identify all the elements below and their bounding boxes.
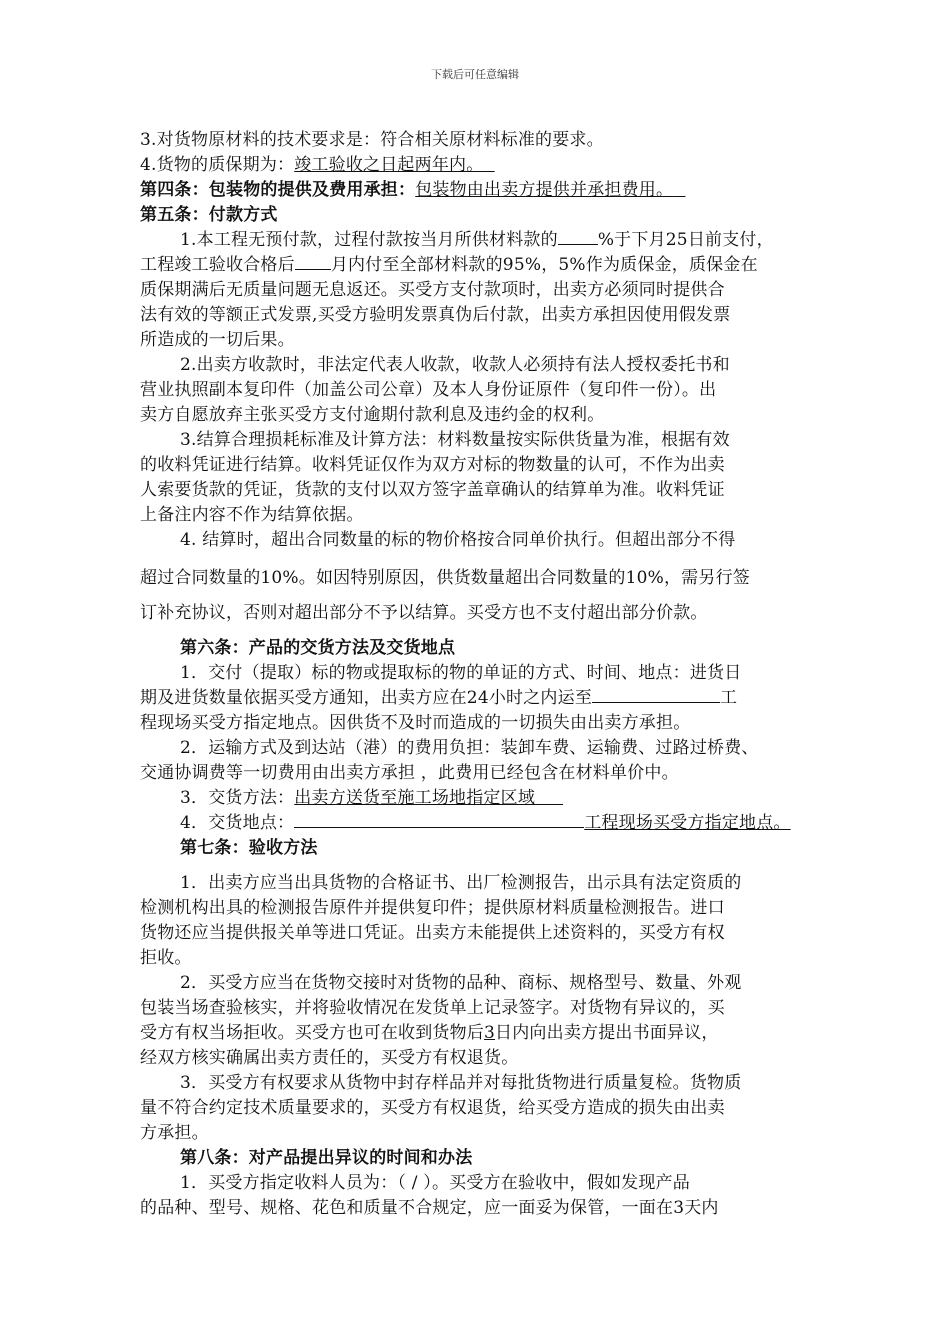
recheck-line-1: 3．买受方有权要求从货物中封存样品并对每批货物进行质量复检。货物质 <box>180 1073 742 1093</box>
warranty-period: 竣工验收之日起两年内。 <box>294 155 484 175</box>
objection-line-1: 1．买受方指定收料人员为：（ / ）。买受方在验收中，假如发现产品 <box>180 1173 690 1193</box>
inspection-line-2: 检测机构出具的检测报告原件并提供复印件；提供原材料质量检测报告。进口 <box>140 898 725 918</box>
inspection-line-4: 拒收。 <box>140 948 192 968</box>
inspection-line-3: 货物还应当提供报关单等进口凭证。出卖方未能提供上述资料的，买受方有权 <box>140 923 725 943</box>
settlement-line-3: 人索要货款的凭证，货款的支付以双方签字盖章确认的结算单为准。收料凭证 <box>140 480 725 500</box>
settlement-line-1: 3.结算合理损耗标准及计算方法：材料数量按实际供货量为准，根据有效 <box>180 430 730 450</box>
acceptance-line-4: 经双方核实确属出卖方责任的，买受方有权退货。 <box>140 1048 519 1068</box>
place-blank <box>294 811 584 828</box>
payment-line-3: 质保期满后无质量问题无息返还。买受方支付款项时，出卖方必须同时提供合 <box>140 280 725 300</box>
payee-line-2: 营业执照副本复印件（加盖公司公章）及本人身份证原件（复印件一份）。出 <box>140 380 717 400</box>
percent-blank <box>558 228 598 245</box>
article-4-heading: 第四条：包装物的提供及费用承担：包装物由出卖方提供并承担费用。 <box>140 180 674 200</box>
delivery-method-value: 出卖方送货至施工场地指定区域 <box>294 788 536 808</box>
article-8-heading: 第八条：对产品提出异议的时间和办法 <box>180 1148 473 1168</box>
payee-line-3: 卖方自愿放弃主张买受方支付逾期付款利息及违约金的权利。 <box>140 405 605 425</box>
delivery-line-2: 期及进货数量依据买受方通知，出卖方应在24小时之内运至 工 <box>140 688 738 708</box>
settlement-line-4: 上备注内容不作为结算依据。 <box>140 505 364 525</box>
payee-line-1: 2.出卖方收款时，非法定代表人收款，收款人必须持有法人授权委托书和 <box>180 355 730 375</box>
clause-3-text: 3.对货物原材料的技术要求是：符合相关原材料标准的要求。 <box>140 130 604 150</box>
article-5-heading: 第五条：付款方式 <box>140 205 278 225</box>
excess-line-3: 订补充协议，否则对超出部分不予以结算。买受方也不支付超出部分价款。 <box>140 603 708 623</box>
payment-line-5: 所造成的一切后果。 <box>140 330 295 350</box>
delivery-place-value: 工程现场买受方指定地点。 <box>584 813 791 833</box>
transport-line-2: 交通协调费等一切费用由出卖方承担 ，此费用已经包含在材料单价中。 <box>140 763 679 783</box>
acceptance-line-1: 2．买受方应当在货物交接时对货物的品种、商标、规格型号、数量、外观 <box>180 973 742 993</box>
payment-line-4: 法有效的等额正式发票,买受方验明发票真伪后付款，出卖方承担因使用假发票 <box>140 305 731 325</box>
warranty-line: 4.货物的质保期为：竣工验收之日起两年内。 <box>140 155 484 175</box>
acceptance-line-2: 包装当场查验核实，并将验收情况在发货单上记录签字。对货物有异议的，买 <box>140 998 725 1018</box>
recheck-line-2: 量不符合约定技术质量要求的，买受方有权退货，给买受方造成的损失由出卖 <box>140 1098 725 1118</box>
excess-line-1: 4. 结算时，超出合同数量的标的物价格按合同单价执行。但超出部分不得 <box>180 530 736 550</box>
recheck-line-3: 方承担。 <box>140 1123 209 1143</box>
objection-line-2: 的品种、型号、规格、花色和质量不合规定，应一面妥为保管，一面在3天内 <box>140 1198 719 1218</box>
objection-days: 3 <box>484 1023 496 1043</box>
inspection-line-1: 1．出卖方应当出具货物的合格证书、出厂检测报告，出示具有法定资质的 <box>180 873 742 893</box>
delivery-line-3: 程现场买受方指定地点。因供货不及时而造成的一切损失由出卖方承担。 <box>140 713 691 733</box>
delivery-place-line: 4．交货地点： 工程现场买受方指定地点。 <box>180 813 791 833</box>
destination-blank <box>592 686 720 703</box>
excess-line-2: 超过合同数量的10%。如因特别原因，供货数量超出合同数量的10%，需另行签 <box>140 568 750 588</box>
transport-line-1: 2．运输方式及到达站（港）的费用负担：装卸车费、运输费、过路过桥费、 <box>180 738 759 758</box>
payment-line-1: 1.本工程无预付款，过程付款按当月所供材料款的 %于下月25日前支付， <box>180 230 774 250</box>
delivery-method-line: 3．交货方法：出卖方送货至施工场地指定区域 <box>180 788 536 808</box>
article-7-heading: 第七条：验收方法 <box>180 838 318 858</box>
acceptance-line-3: 受方有权当场拒收。买受方也可在收到货物后3日内向出卖方提出书面异议， <box>140 1023 719 1043</box>
months-blank <box>295 253 331 270</box>
settlement-line-2: 的收料凭证进行结算。收料凭证仅作为双方对标的物数量的认可，不作为出卖 <box>140 455 725 475</box>
article-6-heading: 第六条：产品的交货方法及交货地点 <box>180 638 456 658</box>
payment-line-2: 工程竣工验收合格后 月内付至全部材料款的95%，5%作为质保金，质保金在 <box>140 255 758 275</box>
packaging-terms: 包装物由出卖方提供并承担费用。 <box>415 180 674 200</box>
delivery-line-1: 1．交付（提取）标的物或提取标的物的单证的方式、时间、地点：进货日 <box>180 663 742 683</box>
page-header: 下载后可任意编辑 <box>431 68 519 81</box>
